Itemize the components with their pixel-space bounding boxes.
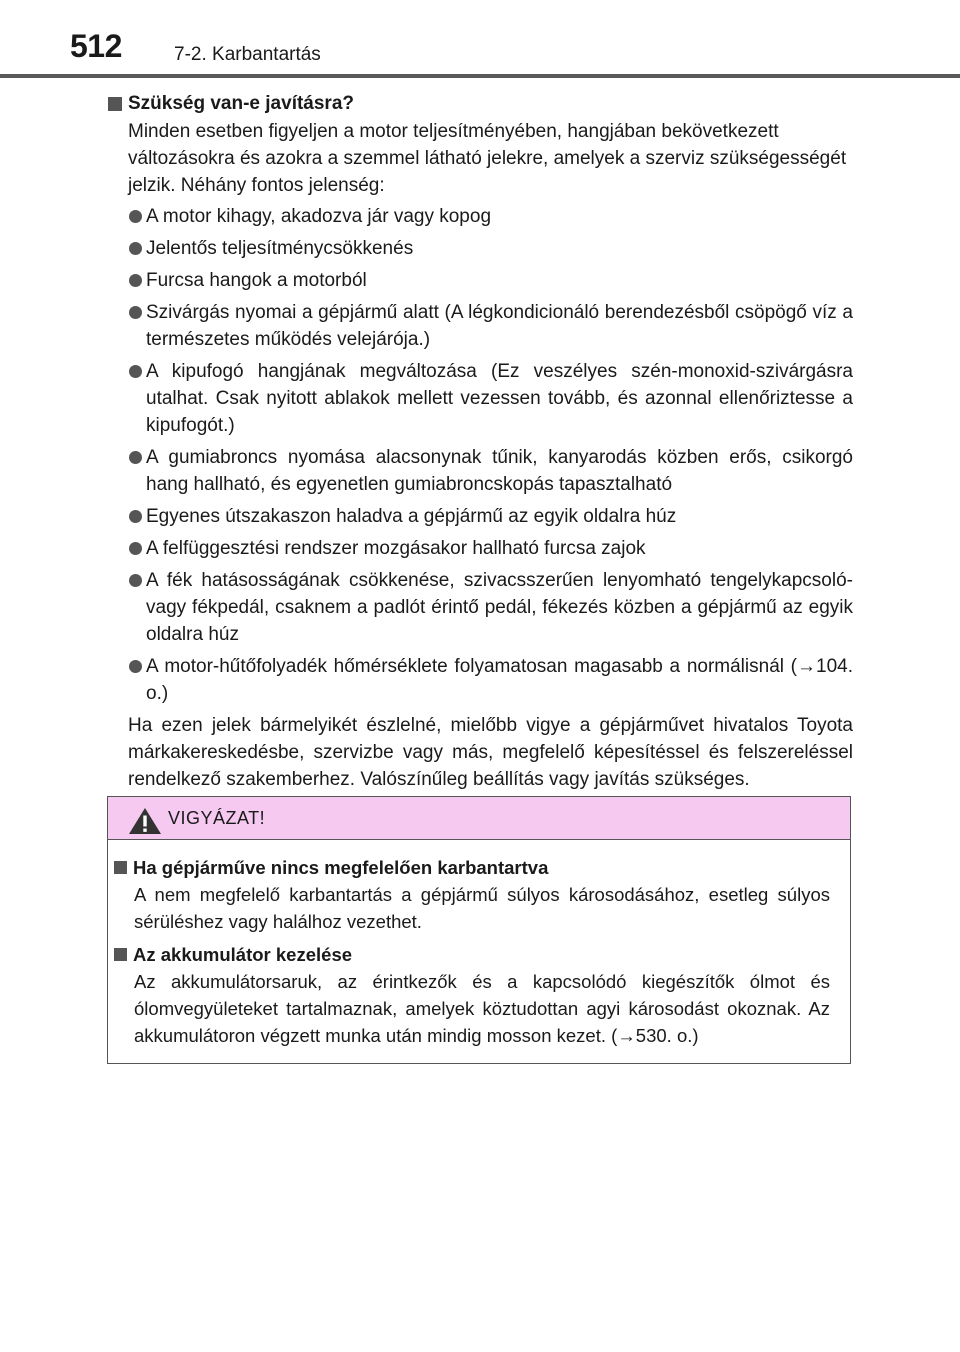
warning-header [108, 797, 850, 840]
warning-item [114, 854, 830, 935]
intro-paragraph: Minden esetben figyeljen a motor teljesítményében, hangjában bekövetkezett változásokra és azokra a szemmel látható jelekre, amelyek a szerviz szükségességét jelzik. Néhány fontos jelenség: [128, 121, 847, 196]
list-item [108, 358, 853, 439]
main-content [108, 90, 853, 793]
bullet-dot-icon [129, 542, 142, 555]
list-item [108, 567, 853, 648]
bullet-dot-icon [129, 510, 142, 523]
section-heading [108, 90, 853, 117]
header-divider [0, 74, 960, 78]
warning-item-text: Az akkumulátorsaruk, az érintkezők és a kapcsolódó kiegészítők ólmot és ólomvegyületeket tartalmaznak, amelyek köztudottan agyi károsodást okoznak. Az akkumulátoron végzett munka után mindig mosson kezet. (→530. o.) [134, 971, 830, 1046]
square-bullet-icon [108, 97, 122, 111]
warning-body [108, 840, 850, 1049]
list-item [108, 299, 853, 353]
bullet-dot-icon [129, 306, 142, 319]
bullet-dot-icon [129, 660, 142, 673]
section-heading-text: Szükség van-e javításra? [128, 93, 354, 114]
warning-title: VIGYÁZAT! [168, 808, 266, 828]
list-item [108, 203, 853, 230]
list-item-text: A motor-hűtőfolyadék hőmérséklete folyamatosan magasabb a normálisnál (→104. o.) [146, 656, 853, 704]
list-item-text: A gumiabroncs nyomása alacsonynak tűnik, kanyarodás közben erős, csikorgó hang hallható, és egyenetlen gumiabroncskopás tapasztalható [146, 447, 853, 495]
warning-item-heading-text: Ha gépjárműve nincs megfelelően karbantartva [133, 857, 549, 878]
warning-item-heading-text: Az akkumulátor kezelése [133, 944, 353, 965]
list-item-text: A motor kihagy, akadozva jár vagy kopog [146, 206, 492, 227]
warning-triangle-icon [128, 807, 162, 835]
bullet-dot-icon [129, 242, 142, 255]
list-item-text: Szivárgás nyomai a gépjármű alatt (A légkondicionáló berendezésből csöpögő víz a természetes működés velejárója.) [146, 302, 853, 350]
warning-item-heading [114, 854, 830, 881]
square-bullet-icon [114, 948, 127, 961]
list-item-text: Furcsa hangok a motorból [146, 270, 367, 291]
page-header [0, 0, 960, 80]
list-item-text: A fék hatásosságának csökkenése, szivacsszerűen lenyomható tengelykapcsoló- vagy fékpedál, csaknem a padlót érintő pedál, fékezés közben a gépjármű az egyik oldalra húz [146, 570, 853, 645]
warning-item [114, 941, 830, 1049]
list-item-text: A kipufogó hangjának megváltozása (Ez veszélyes szén-monoxid-szivárgásra utalhat. Csak nyitott ablakok mellett vezessen tovább, és azonnal ellenőriztesse a kipufogót.) [146, 361, 853, 436]
bullet-dot-icon [129, 574, 142, 587]
warning-box [107, 796, 851, 1064]
list-item [108, 444, 853, 498]
closing-paragraph: Ha ezen jelek bármelyikét észlelné, mielőbb vigye a gépjárművet hivatalos Toyota márkakereskedésbe, szervizbe vagy más, megfelelő képesítéssel és felszereléssel rendelkező szakemberhez. Valószínűleg beállítás vagy javítás szükséges. [128, 715, 853, 790]
page-number: 512 [70, 28, 122, 64]
bullet-dot-icon [129, 210, 142, 223]
list-item-text: Egyenes útszakaszon haladva a gépjármű az egyik oldalra húz [146, 506, 677, 527]
list-item [108, 535, 853, 562]
section-title: 7-2. Karbantartás [174, 44, 321, 65]
warning-item-heading [114, 941, 830, 968]
list-item [108, 503, 853, 530]
list-item-text: A felfüggesztési rendszer mozgásakor hallható furcsa zajok [146, 538, 646, 559]
list-item-text: Jelentős teljesítménycsökkenés [146, 238, 414, 259]
bullet-dot-icon [129, 365, 142, 378]
bullet-dot-icon [129, 451, 142, 464]
bullet-dot-icon [129, 274, 142, 287]
list-item [108, 653, 853, 707]
symptom-list [108, 203, 853, 707]
list-item [108, 267, 853, 294]
list-item [108, 235, 853, 262]
warning-item-text: A nem megfelelő karbantartás a gépjármű súlyos károsodásához, esetleg súlyos sérüléshez vagy halálhoz vezethet. [134, 884, 830, 932]
square-bullet-icon [114, 861, 127, 874]
